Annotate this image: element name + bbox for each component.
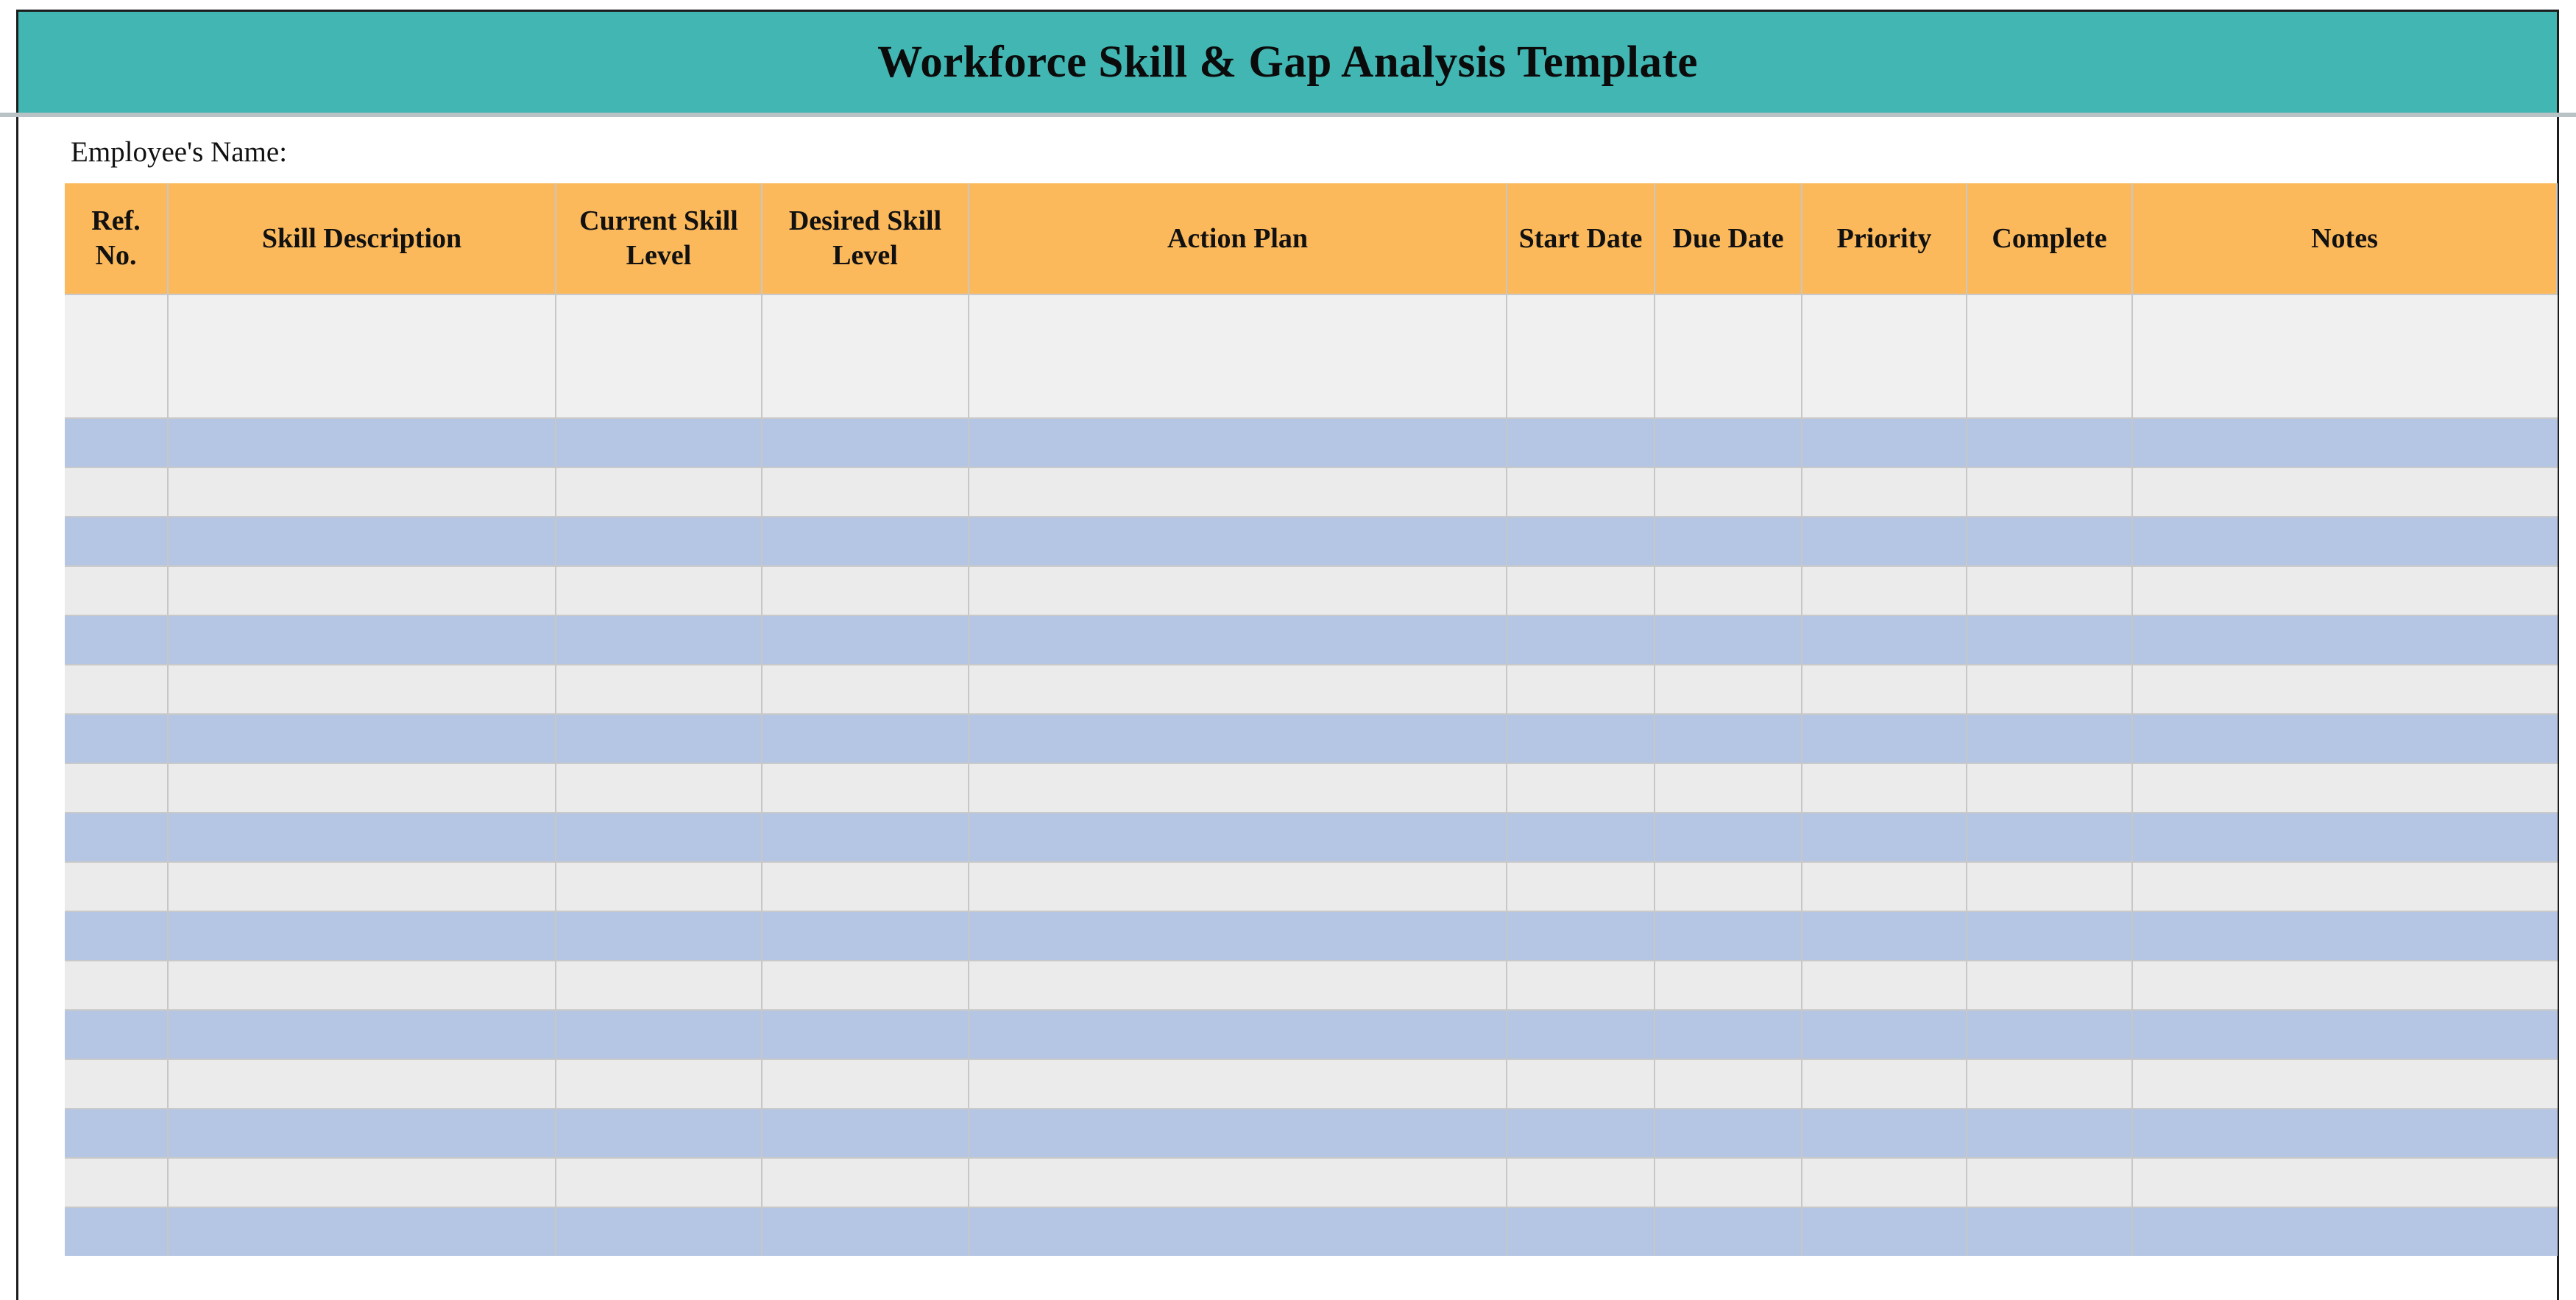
table-cell[interactable] [556, 1157, 762, 1207]
table-cell[interactable] [1507, 615, 1655, 664]
table-cell[interactable] [1655, 294, 1802, 417]
table-cell[interactable] [65, 467, 169, 516]
table-cell[interactable] [2133, 615, 2558, 664]
table-cell[interactable] [969, 812, 1507, 861]
table-cell[interactable] [1967, 812, 2133, 861]
skill-gap-table [65, 183, 2558, 1256]
table-cell[interactable] [1967, 1009, 2133, 1059]
table-cell[interactable] [1802, 1059, 1967, 1108]
table-cell[interactable] [969, 615, 1507, 664]
table-cell[interactable] [1655, 1207, 1802, 1256]
table-cell[interactable] [1655, 467, 1802, 516]
table-cell[interactable] [969, 763, 1507, 812]
table-cell[interactable] [1967, 615, 2133, 664]
table-cell[interactable] [1655, 565, 1802, 615]
table-cell[interactable] [556, 294, 762, 417]
table-cell[interactable] [169, 1157, 556, 1207]
table-cell[interactable] [169, 565, 556, 615]
table-cell[interactable] [1655, 664, 1802, 713]
table-cell[interactable] [65, 1059, 169, 1108]
table-cell[interactable] [1507, 1207, 1655, 1256]
column-header-start-date: Start Date [1507, 183, 1655, 294]
table-cell[interactable] [1507, 417, 1655, 467]
table-cell[interactable] [1655, 1059, 1802, 1108]
table-cell[interactable] [969, 565, 1507, 615]
table-cell[interactable] [1802, 960, 1967, 1009]
table-cell[interactable] [1967, 294, 2133, 417]
table-cell[interactable] [2133, 516, 2558, 565]
table-cell[interactable] [762, 713, 969, 763]
table-cell[interactable] [556, 960, 762, 1009]
column-header-complete: Complete [1967, 183, 2133, 294]
table-cell[interactable] [1507, 565, 1655, 615]
table-cell[interactable] [969, 1009, 1507, 1059]
table-cell[interactable] [969, 1059, 1507, 1108]
column-header-notes: Notes [2133, 183, 2558, 294]
table-cell[interactable] [556, 861, 762, 911]
table-cell[interactable] [169, 1108, 556, 1157]
table-cell[interactable] [762, 615, 969, 664]
column-header-due-date: Due Date [1655, 183, 1802, 294]
table-cell[interactable] [969, 1207, 1507, 1256]
table-cell[interactable] [1802, 713, 1967, 763]
table-cell[interactable] [1507, 763, 1655, 812]
table-cell[interactable] [1802, 861, 1967, 911]
table-cell[interactable] [762, 960, 969, 1009]
table-cell[interactable] [969, 417, 1507, 467]
table-cell[interactable] [762, 812, 969, 861]
table-cell[interactable] [2133, 960, 2558, 1009]
table-cell[interactable] [762, 467, 969, 516]
table-cell[interactable] [2133, 1009, 2558, 1059]
table-cell[interactable] [969, 1108, 1507, 1157]
table-cell[interactable] [65, 713, 169, 763]
table-cell[interactable] [1802, 911, 1967, 960]
table-cell[interactable] [1507, 1157, 1655, 1207]
table-cell[interactable] [1967, 565, 2133, 615]
table-cell[interactable] [762, 294, 969, 417]
table-cell[interactable] [1802, 1207, 1967, 1256]
table-cell[interactable] [1802, 467, 1967, 516]
table-cell[interactable] [169, 713, 556, 763]
table-cell[interactable] [169, 960, 556, 1009]
table-cell[interactable] [65, 417, 169, 467]
table-cell[interactable] [1655, 763, 1802, 812]
table-cell[interactable] [65, 615, 169, 664]
table-cell[interactable] [762, 565, 969, 615]
table-cell[interactable] [2133, 1157, 2558, 1207]
table-cell[interactable] [969, 664, 1507, 713]
table-cell[interactable] [169, 615, 556, 664]
table-cell[interactable] [1655, 516, 1802, 565]
table-cell[interactable] [169, 763, 556, 812]
table-cell[interactable] [2133, 763, 2558, 812]
table-cell[interactable] [1802, 812, 1967, 861]
table-cell[interactable] [969, 467, 1507, 516]
table-cell[interactable] [65, 565, 169, 615]
table-cell[interactable] [762, 1108, 969, 1157]
table-cell[interactable] [169, 294, 556, 417]
table-cell[interactable] [1655, 861, 1802, 911]
table-cell[interactable] [1507, 960, 1655, 1009]
table-cell[interactable] [1507, 1009, 1655, 1059]
table-cell[interactable] [762, 516, 969, 565]
table-cell[interactable] [1802, 1157, 1967, 1207]
table-cell[interactable] [1655, 1009, 1802, 1059]
table-cell[interactable] [65, 1009, 169, 1059]
table-cell[interactable] [556, 664, 762, 713]
table-cell[interactable] [1655, 911, 1802, 960]
table-cell[interactable] [1507, 1108, 1655, 1157]
table-cell[interactable] [2133, 1108, 2558, 1157]
table-cell[interactable] [556, 615, 762, 664]
table-cell[interactable] [1507, 664, 1655, 713]
table-cell[interactable] [556, 417, 762, 467]
table-cell[interactable] [169, 1207, 556, 1256]
table-cell[interactable] [556, 1059, 762, 1108]
table-cell[interactable] [1967, 960, 2133, 1009]
table-cell[interactable] [1507, 911, 1655, 960]
table-cell[interactable] [2133, 467, 2558, 516]
table-cell[interactable] [65, 664, 169, 713]
table-cell[interactable] [556, 911, 762, 960]
table-cell[interactable] [169, 861, 556, 911]
table-cell[interactable] [1507, 467, 1655, 516]
column-header-current-skill-level: Current Skill Level [556, 183, 762, 294]
table-cell[interactable] [2133, 861, 2558, 911]
table-cell[interactable] [1967, 1207, 2133, 1256]
table-cell[interactable] [169, 911, 556, 960]
table-cell[interactable] [169, 1009, 556, 1059]
title-bar [16, 10, 2559, 113]
table-cell[interactable] [1802, 294, 1967, 417]
table-cell[interactable] [556, 516, 762, 565]
table-cell[interactable] [169, 664, 556, 713]
table-cell[interactable] [969, 713, 1507, 763]
table-cell[interactable] [1802, 1009, 1967, 1059]
table-cell[interactable] [556, 565, 762, 615]
table-cell[interactable] [762, 1059, 969, 1108]
table-cell[interactable] [1967, 417, 2133, 467]
table-cell[interactable] [1967, 713, 2133, 763]
table-cell[interactable] [65, 960, 169, 1009]
column-header-desired-skill-level: Desired Skill Level [762, 183, 969, 294]
table-cell[interactable] [1802, 516, 1967, 565]
table-cell[interactable] [1967, 1108, 2133, 1157]
table-cell[interactable] [65, 1207, 169, 1256]
table-cell[interactable] [169, 417, 556, 467]
employee-name-label: Employee's Name: [71, 136, 288, 168]
table-cell[interactable] [1967, 1059, 2133, 1108]
table-cell[interactable] [65, 763, 169, 812]
table-cell[interactable] [762, 763, 969, 812]
table-cell[interactable] [2133, 713, 2558, 763]
table-cell[interactable] [1802, 615, 1967, 664]
table-cell[interactable] [1967, 664, 2133, 713]
table-cell[interactable] [169, 516, 556, 565]
column-header-skill-description: Skill Description [169, 183, 556, 294]
table-cell[interactable] [969, 294, 1507, 417]
table-cell[interactable] [969, 911, 1507, 960]
table-cell[interactable] [1802, 763, 1967, 812]
table-cell[interactable] [556, 1207, 762, 1256]
table-cell[interactable] [762, 911, 969, 960]
table-cell[interactable] [1967, 861, 2133, 911]
table-cell[interactable] [1507, 713, 1655, 763]
table-cell[interactable] [65, 812, 169, 861]
table-cell[interactable] [969, 960, 1507, 1009]
table-cell[interactable] [1655, 615, 1802, 664]
table-cell[interactable] [2133, 911, 2558, 960]
table-cell[interactable] [1655, 417, 1802, 467]
table-cell[interactable] [556, 713, 762, 763]
table-cell[interactable] [556, 467, 762, 516]
table-cell[interactable] [1655, 1157, 1802, 1207]
table-cell[interactable] [556, 812, 762, 861]
table-cell[interactable] [2133, 1207, 2558, 1256]
table-cell[interactable] [65, 911, 169, 960]
column-header-priority: Priority [1802, 183, 1967, 294]
table-cell[interactable] [65, 516, 169, 565]
table-cell[interactable] [1655, 812, 1802, 861]
table-cell[interactable] [1802, 417, 1967, 467]
table-cell[interactable] [1507, 812, 1655, 861]
page-title: Workforce Skill & Gap Analysis Template [877, 37, 1698, 87]
table-cell[interactable] [65, 1157, 169, 1207]
table-cell[interactable] [1967, 1157, 2133, 1207]
table-cell[interactable] [762, 664, 969, 713]
table-cell[interactable] [1655, 713, 1802, 763]
table-cell[interactable] [1802, 565, 1967, 615]
table-cell[interactable] [169, 467, 556, 516]
table-cell[interactable] [1967, 763, 2133, 812]
table-cell[interactable] [65, 294, 169, 417]
table-cell[interactable] [762, 1009, 969, 1059]
table-cell[interactable] [2133, 664, 2558, 713]
column-header-action-plan: Action Plan [969, 183, 1507, 294]
table-cell[interactable] [1967, 911, 2133, 960]
table-cell[interactable] [1507, 1059, 1655, 1108]
table-cell[interactable] [969, 861, 1507, 911]
table-cell[interactable] [1802, 664, 1967, 713]
table-cell[interactable] [1967, 516, 2133, 565]
table-cell[interactable] [762, 861, 969, 911]
table-cell[interactable] [2133, 1059, 2558, 1108]
table-cell[interactable] [65, 1108, 169, 1157]
table-cell[interactable] [1507, 516, 1655, 565]
table-cell[interactable] [556, 1009, 762, 1059]
table-cell[interactable] [556, 763, 762, 812]
table-cell[interactable] [762, 417, 969, 467]
table-cell[interactable] [1802, 1108, 1967, 1157]
table-cell[interactable] [1655, 1108, 1802, 1157]
table-cell[interactable] [969, 1157, 1507, 1207]
column-header-ref-no: Ref. No. [65, 183, 169, 294]
table-cell[interactable] [556, 1108, 762, 1157]
table-cell[interactable] [1507, 861, 1655, 911]
table-cell[interactable] [169, 1059, 556, 1108]
table-cell[interactable] [2133, 294, 2558, 417]
table-cell[interactable] [2133, 812, 2558, 861]
table-cell[interactable] [1507, 294, 1655, 417]
table-cell[interactable] [762, 1157, 969, 1207]
table-cell[interactable] [2133, 565, 2558, 615]
table-cell[interactable] [65, 861, 169, 911]
table-cell[interactable] [1967, 467, 2133, 516]
table-cell[interactable] [969, 516, 1507, 565]
table-cell[interactable] [2133, 417, 2558, 467]
table-cell[interactable] [762, 1207, 969, 1256]
table-cell[interactable] [1655, 960, 1802, 1009]
table-cell[interactable] [169, 812, 556, 861]
